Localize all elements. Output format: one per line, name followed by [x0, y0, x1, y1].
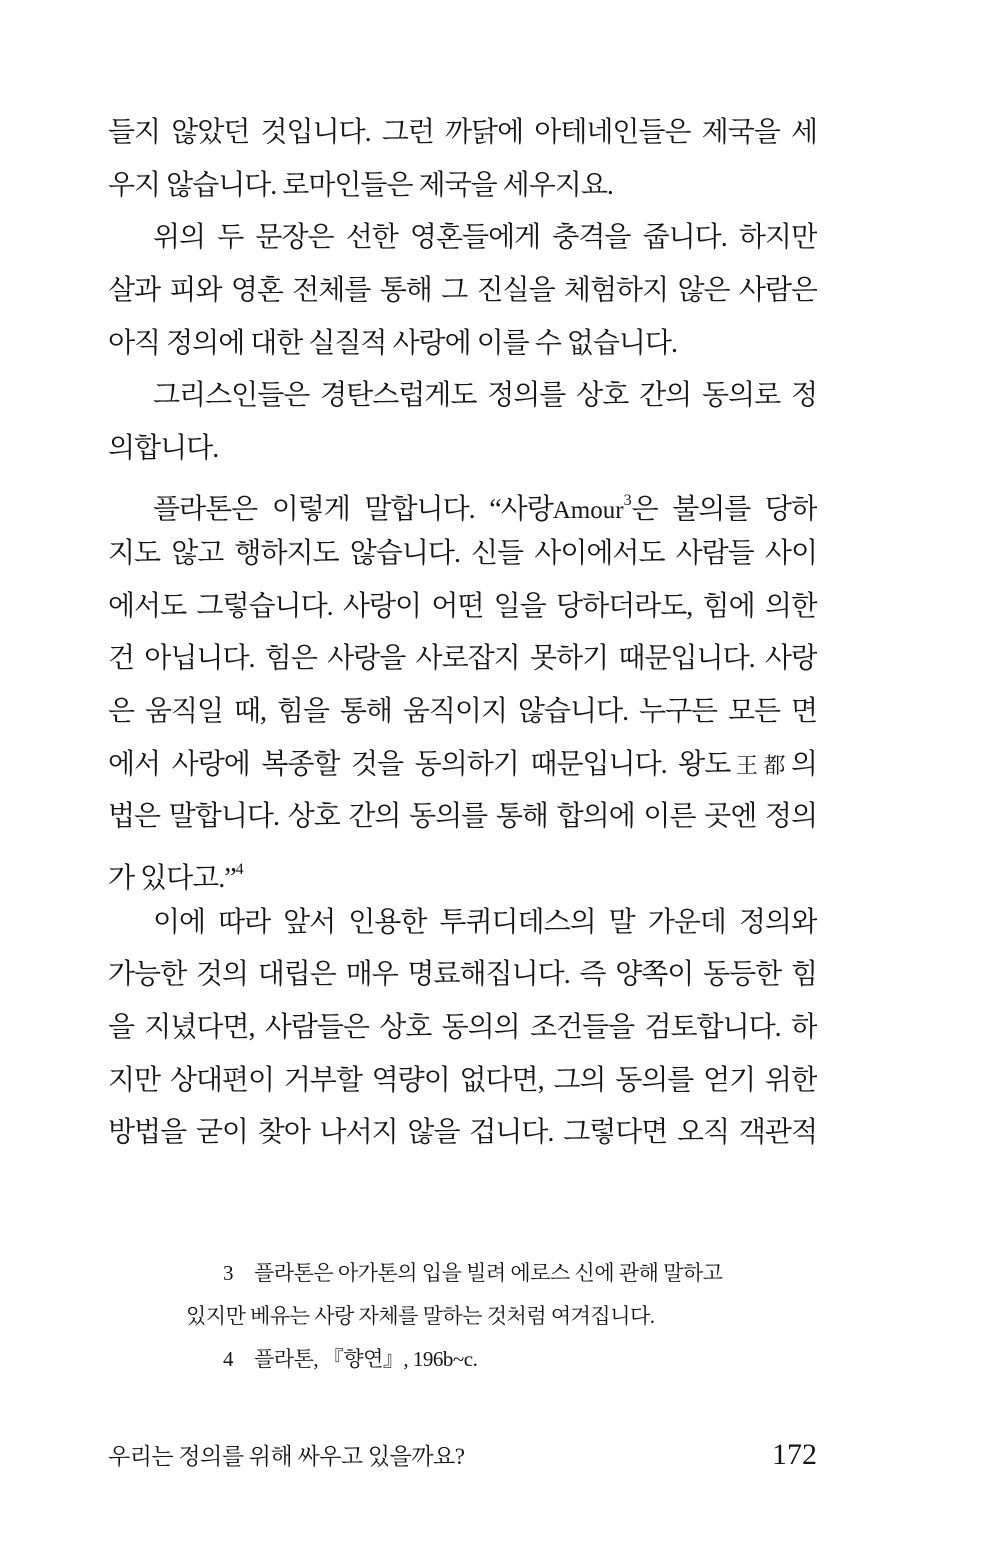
body-line — [108, 791, 817, 844]
running-title: 우리는 정의를 위해 싸우고 있을까요? — [108, 1444, 465, 1469]
body-line — [108, 423, 817, 476]
body-line — [108, 739, 817, 792]
text-run: 위의 두 문장은 선한 영혼들에게 충격을 줍니다. 하지만 — [153, 222, 817, 254]
body-line — [108, 633, 817, 686]
footnote-number: 4 — [223, 1347, 233, 1371]
text-run: 지만 상대편이 거부할 역량이 없다면, 그의 동의를 얻기 위한 — [108, 1064, 817, 1096]
page-number: 172 — [772, 1438, 817, 1471]
footnote-text: 있지만 베유는 사랑 자체를 말하는 것처럼 여겨집니다. — [186, 1304, 655, 1328]
body-line — [108, 475, 817, 528]
body-line — [108, 160, 817, 213]
footnote-line — [186, 1252, 817, 1295]
body-line — [108, 949, 817, 1002]
footnotes — [186, 1252, 817, 1381]
footnote-ref: 4 — [235, 860, 244, 878]
text-run: 법은 말합니다. 상호 간의 동의를 통해 합의에 이른 곳엔 정의 — [108, 801, 817, 833]
body-line — [108, 318, 817, 371]
text-run: 들지 않았던 것입니다. 그런 까닭에 아테네인들은 제국을 세 — [108, 117, 817, 148]
page-footer — [108, 1438, 817, 1472]
text-run: 을 지녔다면, 사람들은 상호 동의의 조건들을 검토합니다. 하 — [108, 1011, 817, 1043]
text-run: 에서 사랑에 복종할 것을 동의하기 때문입니다. 왕도 — [108, 748, 731, 780]
text-run: 그리스인들은 경탄스럽게도 정의를 상호 간의 동의로 정 — [153, 380, 817, 412]
text-run: 지도 않고 행하지도 않습니다. 신들 사이에서도 사람들 사이 — [108, 538, 817, 570]
text-run: 아직 정의에 대한 실질적 사랑에 이를 수 없습니다. — [108, 327, 677, 359]
body-text — [108, 107, 817, 1160]
body-line — [108, 581, 817, 634]
inline-latin-text: Amour — [552, 497, 624, 525]
footnote-text: 플라톤은 아가톤의 입을 빌려 에로스 신에 관해 말하고 — [254, 1261, 723, 1285]
text-run: 의합니다. — [108, 432, 219, 464]
body-line — [108, 1107, 817, 1160]
body-line — [108, 212, 817, 265]
footnote-text: 플라톤, 『향연』, 196b~c. — [254, 1347, 478, 1371]
text-run: 우지 않습니다. 로마인들은 제국을 세우지요. — [108, 169, 613, 201]
text-run: 이에 따라 앞서 인용한 투퀴디데스의 말 가운데 정의와 — [153, 906, 817, 938]
footnote-number: 3 — [223, 1261, 233, 1285]
text-run: 방법을 굳이 찾아 나서지 않을 겁니다. 그렇다면 오직 객관적 — [108, 1117, 817, 1149]
text-run: 은 움직일 때, 힘을 통해 움직이지 않습니다. 누구든 모든 면 — [108, 696, 817, 728]
body-line — [108, 686, 817, 739]
body-line — [108, 1055, 817, 1108]
footnote-line — [186, 1338, 817, 1381]
text-run: 플라톤은 이렇게 말합니다. “사랑 — [153, 494, 553, 526]
text-run: 은 불의를 당하 — [631, 494, 817, 526]
footnote-ref: 3 — [623, 492, 632, 510]
text-run: 가능한 것의 대립은 매우 명료해집니다. 즉 양쪽이 동등한 힘 — [108, 959, 817, 991]
text-run: 에서도 그렇습니다. 사랑이 어떤 일을 당하더라도, 힘에 의한 — [108, 590, 817, 622]
footnote-line — [186, 1295, 817, 1338]
text-run: 가 있다고.” — [108, 862, 236, 894]
body-line — [108, 844, 817, 897]
body-line — [108, 1002, 817, 1055]
text-run: 살과 피와 영혼 전체를 통해 그 진실을 체험하지 않은 사람은 — [108, 274, 817, 306]
body-line — [108, 370, 817, 423]
body-line — [108, 265, 817, 318]
text-run: 의 — [790, 748, 817, 780]
text-run: 건 아닙니다. 힘은 사랑을 사로잡지 못하기 때문입니다. 사랑 — [108, 643, 817, 675]
body-line — [108, 897, 817, 950]
body-line — [108, 107, 817, 160]
inline-hanja-text: 王都 — [730, 752, 791, 778]
body-line — [108, 528, 817, 581]
